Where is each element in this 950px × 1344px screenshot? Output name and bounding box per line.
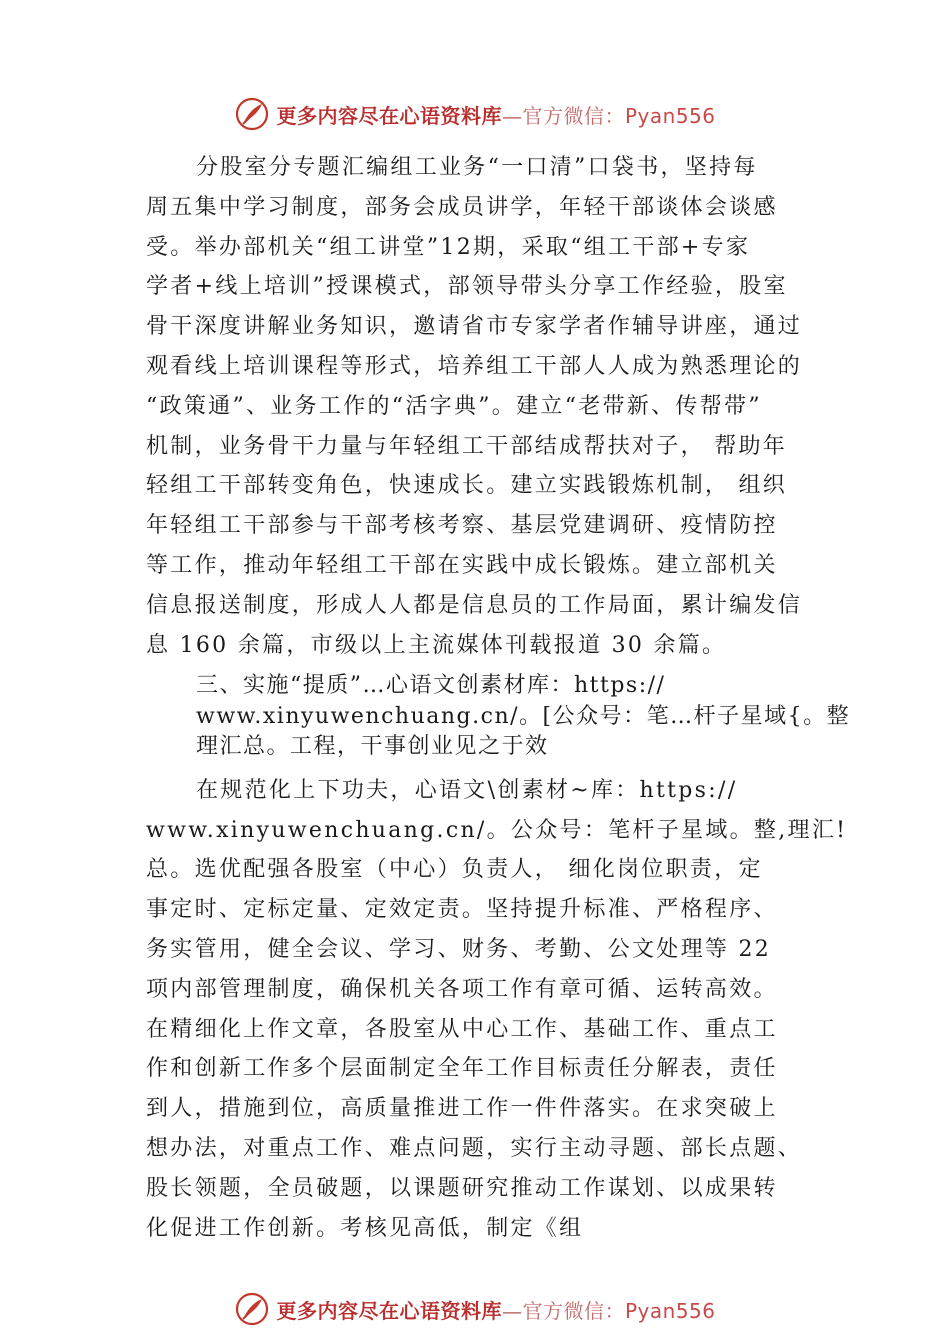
text-line: 总。选优配强各股室（中心）负责人， 细化岗位职责，定: [146, 857, 763, 883]
section-heading: [146, 671, 851, 763]
text-line: 分股室分专题汇编组工业务“一口清”口袋书，坚持每: [196, 155, 758, 180]
watermark-account: Pyan556: [624, 103, 716, 128]
text-line: 信息报送制度，形成人人都是信息员的工作局面，累计编发信: [146, 592, 803, 618]
text-line: 观看线上培训课程等形式，培养组工干部人人成为熟悉理论的: [146, 353, 803, 379]
document-body: [146, 148, 851, 1248]
text-line: 务实管用，健全会议、学习、财务、考勤、公文处理等 22: [146, 937, 772, 963]
watermark-text: [276, 1295, 715, 1324]
watermark-text: [276, 100, 715, 129]
text-line: 作和创新工作多个层面制定全年工作目标责任分解表，责任: [146, 1056, 778, 1082]
text-line: 项内部管理制度，确保机关各项工作有章可循、运转高效。: [146, 976, 778, 1002]
text-line: 事定时、定标定量、定效定责。坚持提升标准、严格程序、: [146, 897, 778, 923]
text-line: 学者+线上培训”授课模式，部领导带头分享工作经验，股室: [146, 274, 788, 300]
paragraph-training: [146, 148, 816, 665]
text-line: 周五集中学习制度，部务会成员讲学，年轻干部谈体会谈感: [146, 194, 778, 220]
text-line: 到人，措施到位，高质量推进工作一件件落实。在求突破上: [146, 1096, 778, 1122]
paragraph-standardization: [146, 771, 848, 1249]
text-line: 轻组工干部转变角色，快速成长。建立实践锻炼机制， 组织: [146, 473, 788, 499]
watermark-header: [0, 94, 950, 134]
watermark-wechat-label: 官方微信：: [522, 103, 625, 128]
watermark-wechat-label: 官方微信：: [522, 1298, 625, 1323]
watermark-brand: 更多内容尽在心语资料库: [276, 1298, 502, 1323]
text-line: 想办法，对重点工作、难点问题，实行主动寻题、部长点题、: [146, 1136, 803, 1162]
text-line: www.xinyuwenchuang.cn/。公众号：笔杆子星域。整,理汇!: [146, 817, 848, 843]
text-line: “政策通”、业务工作的“活字典”。建立“老带新、传帮带”: [146, 393, 762, 419]
text-line: 在规范化上下功夫，心语文\创素材~库：https://: [196, 777, 738, 803]
watermark-account: Pyan556: [624, 1298, 716, 1323]
feather-pen-circle-icon: [234, 96, 270, 132]
watermark-brand: 更多内容尽在心语资料库: [276, 103, 502, 128]
text-line: 股长领题，全员破题，以课题研究推动工作谋划、以成果转: [146, 1175, 778, 1201]
text-line: 息 160 余篇，市级以上主流媒体刊载报道 30 余篇。: [146, 632, 727, 658]
text-line: 受。举办部机关“组工讲堂”12期，采取“组工干部+专家: [146, 234, 751, 260]
text-line: 等工作，推动年轻组工干部在实践中成长锻炼。建立部机关: [146, 552, 778, 578]
feather-pen-circle-icon: [234, 1291, 270, 1327]
text-line: 机制，业务骨干力量与年轻组工干部结成帮扶对子， 帮助年: [146, 433, 788, 459]
text-line: 骨干深度讲解业务知识，邀请省市专家学者作辅导讲座，通过: [146, 314, 803, 340]
heading-line: 理汇总。工程，干事创业见之于效: [196, 734, 549, 760]
text-line: 在精细化上作文章，各股室从中心工作、基础工作、重点工: [146, 1016, 778, 1042]
text-line: 化促进工作创新。考核见高低，制定《组: [146, 1215, 584, 1241]
watermark-footer: [0, 1289, 950, 1329]
heading-line: www.xinyuwenchuang.cn/。[公众号：笔…杆子星域{。整: [196, 703, 851, 729]
watermark-separator: —: [501, 103, 523, 128]
text-line: 年轻组工干部参与干部考核考察、基层党建调研、疫情防控: [146, 513, 778, 539]
watermark-separator: —: [501, 1298, 523, 1323]
heading-line: 三、实施“提质”…心语文创素材库：https://: [196, 673, 666, 699]
